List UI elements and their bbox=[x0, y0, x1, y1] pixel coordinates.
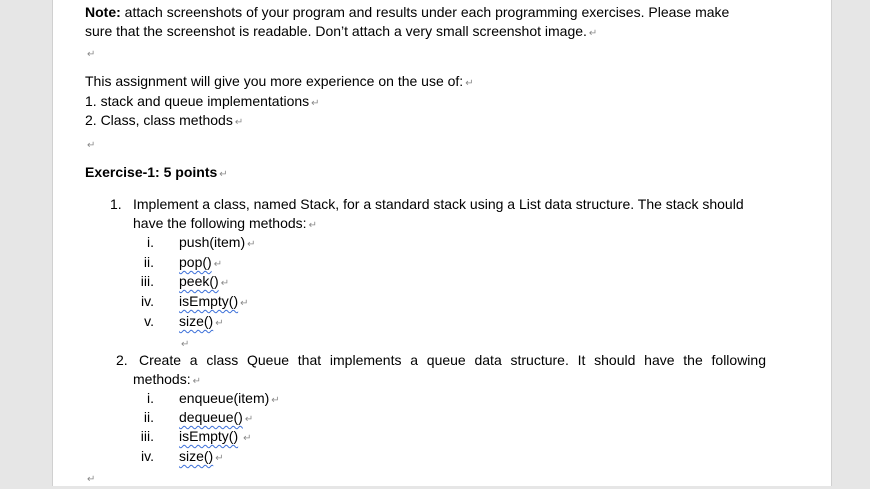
method-text: isEmpty() bbox=[179, 293, 239, 309]
queue-method-enqueue bbox=[179, 389, 280, 410]
method-text: pop() bbox=[179, 254, 212, 270]
intro-item-1 bbox=[85, 92, 320, 113]
paragraph-mark: ↵ bbox=[247, 239, 256, 250]
method-text: push(item) bbox=[179, 234, 246, 250]
paragraph-mark: ↵ bbox=[234, 117, 244, 128]
item-1-text: Implement a class, named Stack, for a standard stack using a List data structure. The stack should bbox=[133, 196, 744, 212]
queue-method-numeral: iv. bbox=[141, 448, 154, 464]
note-label: Note: bbox=[85, 4, 121, 20]
paragraph-mark: ↵ bbox=[181, 339, 190, 350]
stack-method-size bbox=[179, 312, 224, 333]
paragraph-mark: ↵ bbox=[244, 414, 254, 425]
paragraph-mark: ↵ bbox=[243, 433, 252, 444]
queue-method-isempty bbox=[179, 427, 252, 448]
intro-item-2 bbox=[85, 111, 243, 132]
paragraph-mark: ↵ bbox=[220, 278, 230, 289]
stack-method-numeral: iii. bbox=[140, 273, 154, 289]
paragraph-mark: ↵ bbox=[588, 28, 598, 39]
note-text-1: attach screenshots of your program and results under each programming exercises. Please make bbox=[124, 4, 730, 20]
empty-paragraph bbox=[85, 134, 95, 155]
intro-item-text: 1. stack and queue implementations bbox=[85, 93, 310, 109]
item-2-line-2 bbox=[133, 370, 201, 391]
item-2-line-1: Create a class Queue that implements a queue data structure. It should have the following bbox=[139, 352, 766, 368]
queue-method-dequeue bbox=[179, 408, 253, 429]
queue-method-numeral: iii. bbox=[140, 428, 154, 444]
paragraph-mark: ↵ bbox=[308, 220, 317, 231]
paragraph-mark: ↵ bbox=[87, 474, 96, 485]
empty-paragraph bbox=[85, 43, 95, 64]
paragraph-mark: ↵ bbox=[87, 49, 96, 60]
paragraph-mark: ↵ bbox=[192, 376, 201, 387]
method-text: size() bbox=[179, 313, 214, 329]
stack-method-peek bbox=[179, 272, 229, 293]
stack-method-numeral: ii. bbox=[143, 254, 154, 270]
exercise-title-text: Exercise-1: 5 points bbox=[85, 164, 218, 180]
paragraph-mark: ↵ bbox=[271, 395, 280, 406]
intro-text: This assignment will give you more experience on the use of: bbox=[85, 73, 464, 89]
stack-method-isempty bbox=[179, 292, 249, 313]
note-line-2 bbox=[85, 22, 597, 43]
paragraph-mark: ↵ bbox=[219, 169, 228, 180]
paragraph-mark: ↵ bbox=[213, 259, 223, 270]
method-text: isEmpty() bbox=[179, 428, 239, 444]
method-text: peek() bbox=[179, 273, 219, 289]
queue-method-size bbox=[179, 447, 224, 468]
paragraph-mark: ↵ bbox=[240, 298, 249, 309]
paragraph-mark: ↵ bbox=[87, 140, 96, 151]
method-text: size() bbox=[179, 448, 214, 464]
paragraph-mark: ↵ bbox=[311, 98, 320, 109]
method-text: dequeue() bbox=[179, 409, 243, 425]
stack-method-numeral: iv. bbox=[141, 293, 154, 309]
item-1-line-1 bbox=[133, 195, 744, 214]
intro-line bbox=[85, 72, 474, 93]
note-text-2: sure that the screenshot is readable. Don’t attach a very small screenshot image. bbox=[85, 23, 587, 39]
paragraph-mark: ↵ bbox=[215, 453, 224, 464]
queue-method-numeral: i. bbox=[147, 390, 154, 406]
exercise-title bbox=[85, 163, 228, 184]
stack-method-numeral: i. bbox=[147, 234, 154, 250]
item-2-number: 2. bbox=[116, 352, 128, 368]
intro-item-text: 2. Class, class methods bbox=[85, 112, 233, 128]
stack-method-numeral: v. bbox=[144, 313, 154, 329]
method-text: enqueue(item) bbox=[179, 390, 270, 406]
item-1-text: have the following methods: bbox=[133, 215, 307, 231]
paragraph-mark: ↵ bbox=[465, 78, 474, 89]
note-line-1 bbox=[85, 3, 729, 22]
queue-method-numeral: ii. bbox=[143, 409, 154, 425]
stack-method-push bbox=[179, 233, 256, 254]
item-2-text: methods: bbox=[133, 371, 191, 387]
paragraph-mark: ↵ bbox=[215, 318, 224, 329]
item-1-number: 1. bbox=[110, 196, 122, 212]
stack-method-pop bbox=[179, 253, 222, 274]
item-1-line-2 bbox=[133, 214, 317, 235]
